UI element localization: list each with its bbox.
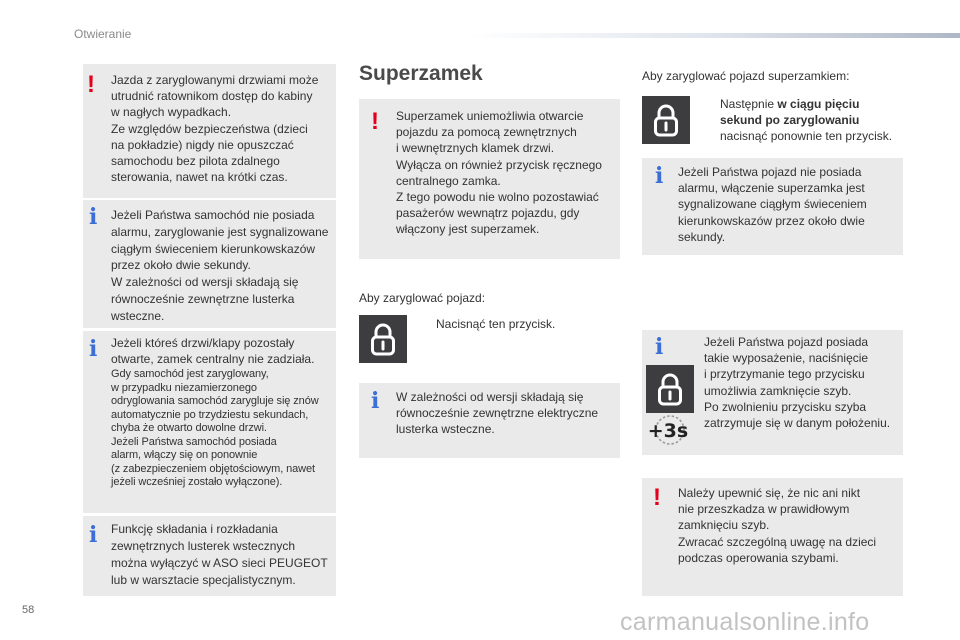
step-bold: w ciągu pięciu sekund po zaryglowaniu — [720, 97, 860, 127]
step-prefix: Następnie — [720, 97, 778, 111]
info-icon: i — [371, 388, 380, 414]
lock-intro-text: Aby zaryglować pojazd: — [359, 291, 486, 305]
info-text-intro: Jeżeli któreś drzwi/klapy pozostały otwarte, zamek centralny nie zadziała. — [111, 336, 315, 366]
info-text: Funkcję składania i rozkładania zewnętrznych lusterek wstecznych można wyłączyć w ASO sieci PEUGEOT lub w warsztacie specjalistycznym. — [111, 522, 328, 587]
info-text: Jeżeli Państwa pojazd nie posiada alarmu, włączenie superzamka jest sygnalizowane ciągłym świeceniem kierunkowskazów przez około dwie sekundy. — [678, 165, 867, 244]
section-title: Otwieranie — [74, 27, 132, 41]
warning-box-window-safety — [642, 478, 903, 596]
info-box-superlock-no-alarm — [642, 158, 903, 255]
info-icon: i — [89, 204, 98, 230]
warning-icon: ! — [371, 108, 379, 135]
warning-box-superlock — [359, 99, 620, 259]
page-number: 58 — [22, 604, 35, 616]
warning-text: Superzamek uniemożliwia otwarcie pojazdu za pomocą zewnętrznych i wewnętrznych klamek drzwi. Wyłącza on również przycisk ręcznego centralnego zamka. Z tego powodu nie wolno pozostawiać pasażerów wewnątrz pojazdu, gdy włączony jest superzamek. — [396, 109, 602, 237]
info-text: W zależności od wersji składają się równocześnie zewnętrzne elektryczne lusterka wsteczne. — [396, 390, 599, 437]
lock-button-icon — [646, 365, 694, 413]
lock-step-text: Nacisnąć ten przycisk. — [436, 317, 556, 331]
info-icon: i — [655, 163, 664, 189]
warning-icon: ! — [653, 484, 661, 511]
header-divider — [470, 33, 960, 38]
lock-button-icon — [642, 96, 690, 144]
warning-icon: ! — [87, 71, 95, 98]
warning-text: Jazda z zaryglowanymi drzwiami może utrudnić ratownikom dostęp do kabiny w nagłych wypadkach. Ze względów bezpieczeństwa (dzieci na pokładzie) nigdy nie opuszczać samochodu bez pilota zdalnego sterowania, nawet na krótki czas. — [111, 73, 319, 185]
watermark: carmanualsonline.info — [620, 608, 870, 636]
warning-box-locked-doors — [83, 64, 336, 198]
info-box-alarm — [83, 200, 336, 328]
info-text: Jeżeli Państwa pojazd posiada takie wyposażenie, naciśnięcie i przytrzymanie tego przycisku umożliwia zamknięcie szyb. Po zwolnieniu przycisku szyba zatrzymuje się w danym położeniu. — [704, 335, 891, 431]
superlock-step-text — [720, 96, 910, 144]
hold-timer-icon — [643, 413, 693, 452]
info-text-details: Gdy samochód jest zaryglowany, w przypadku niezamierzonego odryglowania samochód zarygluje się znów automatycznie po trzydziestu sekundach, chyba że otwarto dowolne drzwi. Jeżeli Państwa samochód posiada alarm, włączy się on ponownie (z zabezpieczeniem objętościowym, nawet jeżeli wcześniej zostało wyłączone). — [111, 368, 319, 488]
info-icon: i — [89, 336, 98, 362]
info-icon: i — [655, 334, 664, 360]
info-box-mirror-folding — [83, 516, 336, 596]
info-text: Jeżeli Państwa samochód nie posiada alarmu, zaryglowanie jest sygnalizowane ciągłym świeceniem kierunkowskazów przez około dwie sekundy. W zależności od wersji składają się równocześnie zewnętrzne lusterka wsteczne. — [111, 208, 329, 323]
info-icon: i — [89, 522, 98, 548]
page-heading: Superzamek — [359, 62, 483, 85]
step-suffix: nacisnąć ponownie ten przycisk. — [720, 129, 893, 143]
lock-button-icon — [359, 315, 407, 363]
warning-text: Należy upewnić się, że nic ani nikt nie przeszkadza w prawidłowym zamknięciu szyb. Zwracać szczególną uwagę na dzieci podczas operowania szybami. — [678, 486, 877, 565]
superlock-intro-text: Aby zaryglować pojazd superzamkiem: — [642, 69, 850, 83]
info-box-electric-mirrors — [359, 383, 620, 458]
timer-label: +3s — [647, 420, 689, 442]
info-box-window-closing — [642, 330, 903, 455]
info-box-open-door — [83, 331, 336, 513]
